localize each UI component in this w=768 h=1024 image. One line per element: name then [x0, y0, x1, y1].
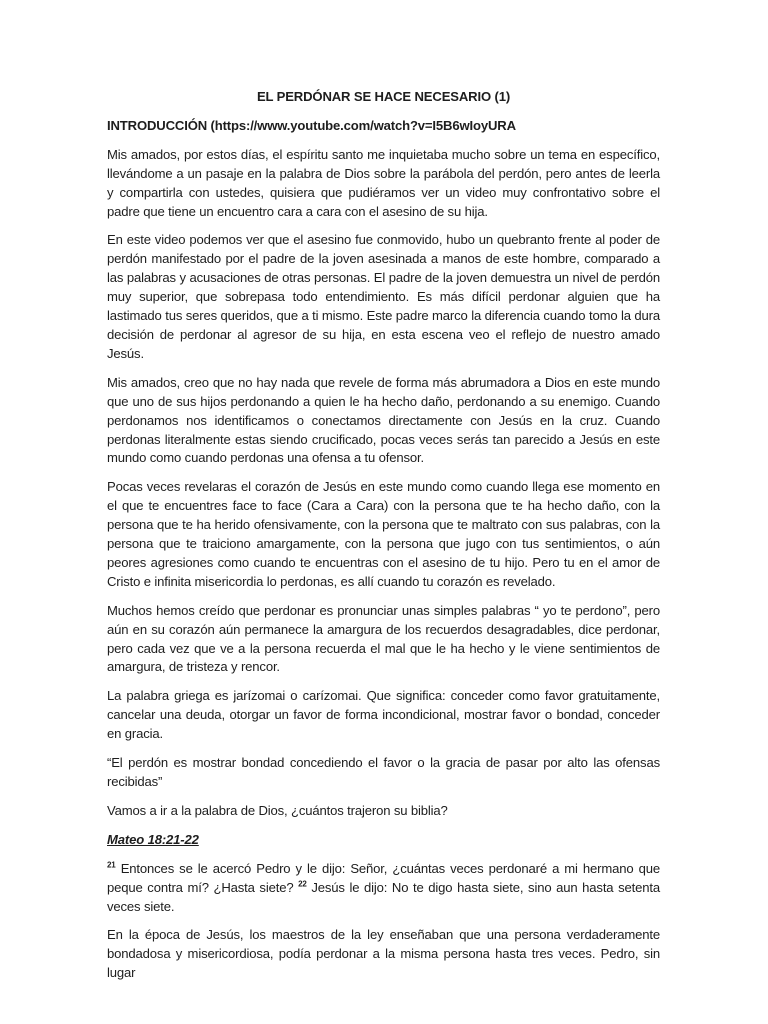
verse-text: Entonces se le acercó Pedro y le dijo: Señor, ¿cuántas veces perdonaré a mi hermano que peque contra mí? ¿Hasta siete?: [107, 860, 660, 895]
quote-paragraph: “El perdón es mostrar bondad concediendo el favor o la gracia de pasar por alto las ofensas recibidas”: [107, 755, 660, 789]
document-page: [107, 88, 660, 993]
paragraph: Muchos hemos creído que perdonar es pronunciar unas simples palabras “ yo te perdono”, pero aún en su corazón aún permanece la amargura de los recuerdos desagradables, dice perdonar, pero cada vez que ve a la persona recuerda el mal que le ha hecho y le viene sentimientos de amargura, de tristeza y rencor.: [107, 602, 660, 675]
verse-text: Jesús le dijo: No te digo hasta siete, sino aun hasta setenta veces siete.: [107, 879, 660, 914]
paragraph: La palabra griega es jarízomai o carízomai. Que significa: conceder como favor gratuitamente, cancelar una deuda, otorgar un favor de forma incondicional, mostrar favor o bondad, conceder en gracia.: [107, 688, 660, 742]
paragraph: Pocas veces revelaras el corazón de Jesús en este mundo como cuando llega ese momento en el que te encuentres face to face (Cara a Cara) con la persona que te ha hecho daño, con la persona que te ha herido ofensivamente, con la persona que te maltrato con sus palabras, con la persona que te traiciono amargamente, con la persona que jugo con tus sentimientos, o aún peores agresiones como cuando te encuentras con el asesino de tu hijo. Pero tu en el amor de Cristo e infinita misericordia lo perdonas, es allí cuando tu corazón es revelado.: [107, 479, 660, 589]
paragraph: En la época de Jesús, los maestros de la ley enseñaban que una persona verdaderamente bondadosa y misericordiosa, podía perdonar a la misma persona hasta tres veces. Pedro, sin lugar: [107, 927, 660, 981]
paragraph: Vamos a ir a la palabra de Dios, ¿cuántos trajeron su biblia?: [107, 802, 448, 818]
paragraph: Mis amados, creo que no hay nada que revele de forma más abrumadora a Dios en este mundo que uno de sus hijos perdonando a quien le ha hecho daño, perdonando a su enemigo. Cuando perdonamos nos identificamos o conectamos directamente con Jesús en la cruz. Cuando perdonas literalmente estas siendo crucificado, pocas veces serás tan parecido a Jesús en este mundo como cuando perdonas una ofensa a tu ofensor.: [107, 374, 660, 466]
bible-reference: Mateo 18:21-22: [107, 831, 199, 847]
intro-heading: INTRODUCCIÓN (https://www.youtube.com/watch?v=I5B6wIoyURA: [107, 117, 516, 133]
verse-number: 22: [298, 879, 307, 889]
paragraph: En este video podemos ver que el asesino fue conmovido, hubo un quebranto frente al poder de perdón manifestado por el padre de la joven asesinada a manos de este hombre, comparado a las palabras y acusaciones de otras personas. El padre de la joven demuestra un nivel de perdón muy superior, que sobrepasa todo entendimiento. Es más difícil perdonar alguien que ha lastimado tus seres queridos, que a ti mismo. Este padre marco la diferencia cuando tomo la dura decisión de perdonar al agresor de su hija, en esta escena veo el reflejo de nuestro amado Jesús.: [107, 232, 660, 361]
paragraph: Mis amados, por estos días, el espíritu santo me inquietaba mucho sobre un tema en específico, llevándome a un pasaje en la palabra de Dios sobre la parábola del perdón, pero antes de leerla y compartirla con ustedes, quisiera que pudiéramos ver un video muy confrontativo sobre el padre que tiene un encuentro cara a cara con el asesino de su hija.: [107, 146, 660, 219]
verse-paragraph: [107, 860, 660, 917]
verse-number: 21: [107, 860, 116, 870]
document-title: EL PERDÓNAR SE HACE NECESARIO (1): [256, 89, 511, 104]
